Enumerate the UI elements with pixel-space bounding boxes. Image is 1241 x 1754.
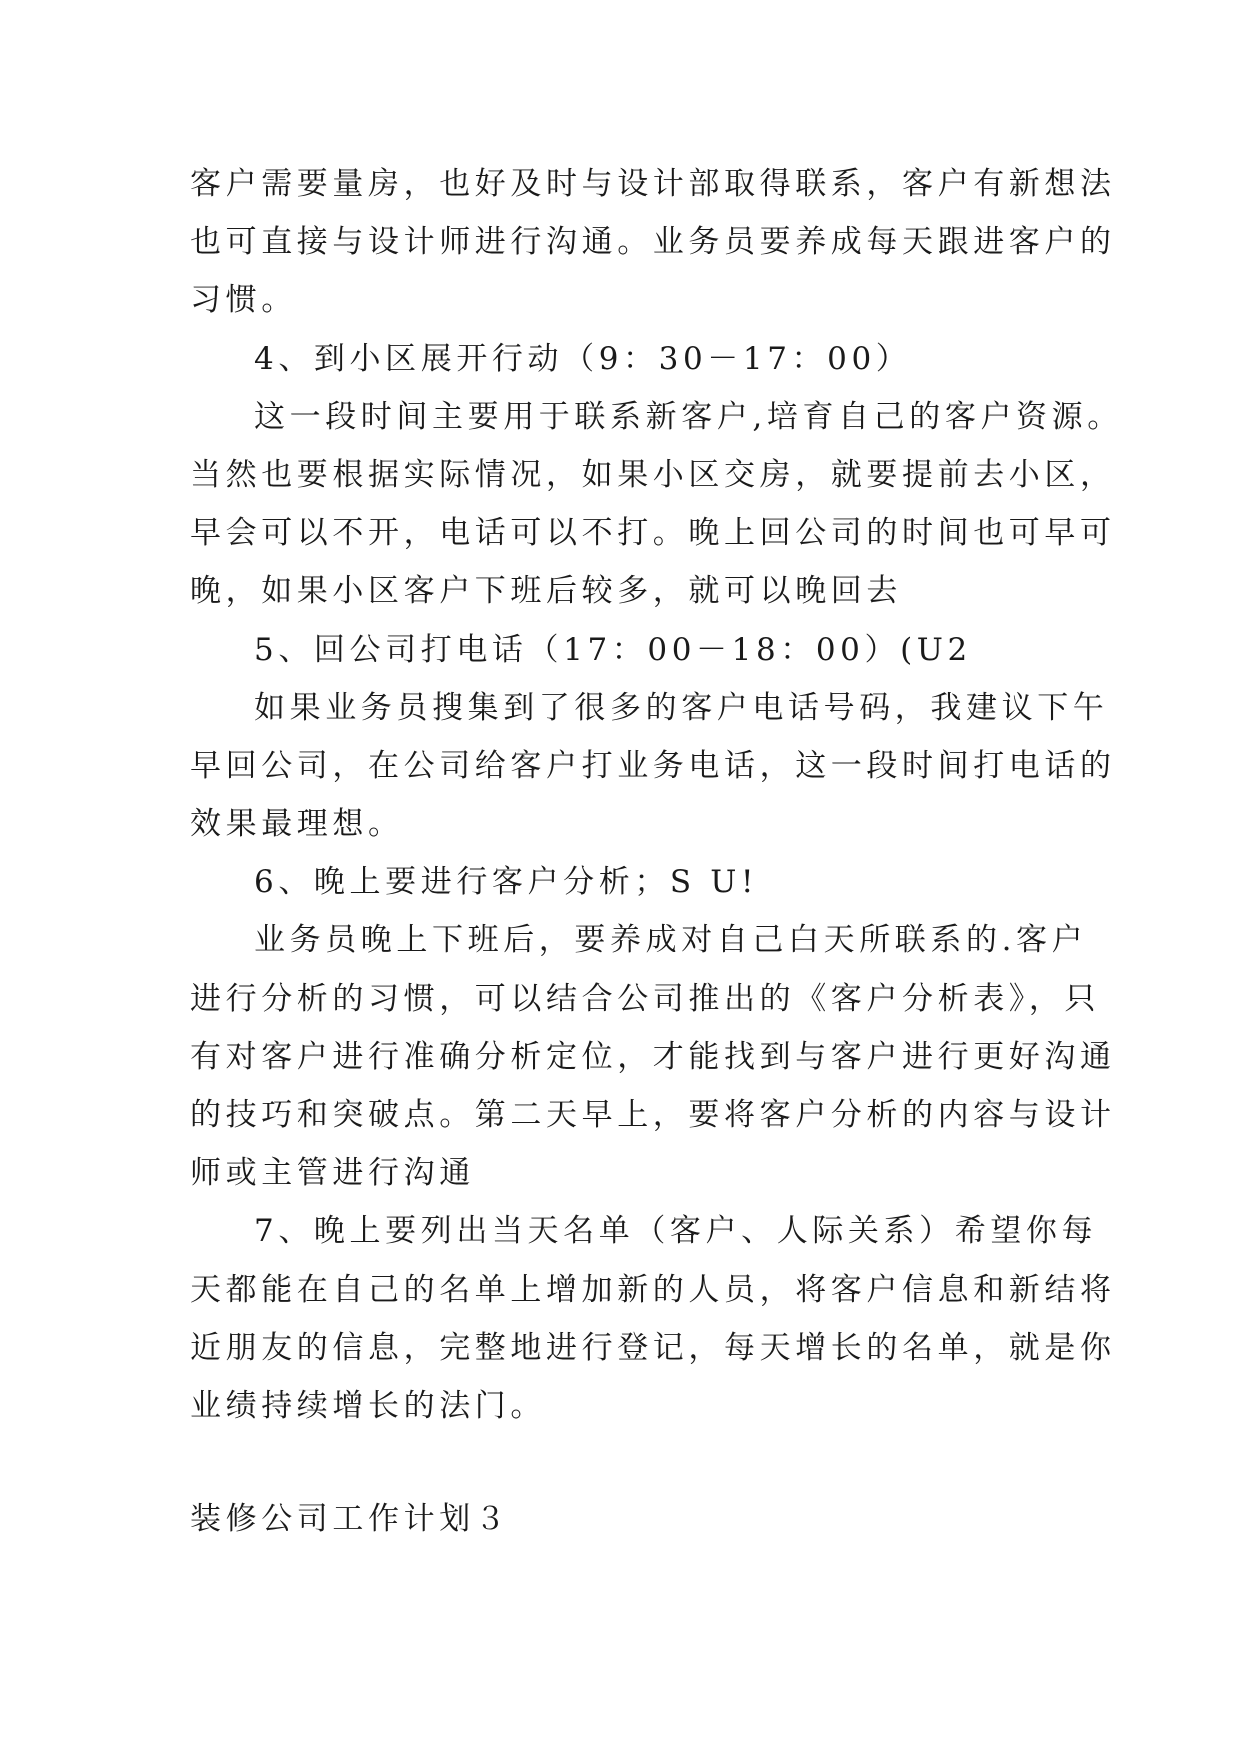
paragraph-start: 如果业务员搜集到了很多的客户电话号码，我建议下午 (254, 689, 1109, 726)
text-line: 有对客户进行准确分析定位，才能找到与客户进行更好沟通 (190, 1038, 1116, 1075)
text-line: 当然也要根据实际情况，如果小区交房，就要提前去小区， (190, 456, 1116, 493)
text-line: 师或主管进行沟通 (190, 1155, 475, 1192)
text-line: 习惯。 (190, 282, 297, 319)
heading-item-7: 7、晚上要列出当天名单（客户、人际关系）希望你每 (254, 1213, 1098, 1250)
text-line: 进行分析的习惯，可以结合公司推出的《客户分析表》，只 (190, 980, 1101, 1017)
heading-item-4: 4、到小区展开行动（9：30－17：00） (254, 340, 912, 377)
heading-item-6: 6、晚上要进行客户分析；S U! (254, 864, 758, 901)
heading-item-5: 5、回公司打电话（17：00－18：00）(U2 (254, 631, 972, 668)
text-line: 早会可以不开，电话可以不打。晚上回公司的时间也可早可 (190, 515, 1116, 552)
text-line: 客户需要量房，也好及时与设计部取得联系，客户有新想法 (190, 166, 1116, 202)
text-line: 晚，如果小区客户下班后较多，就可以晚回去 (190, 573, 902, 610)
document-body (190, 155, 1123, 1435)
text-line: 天都能在自己的名单上增加新的人员，将客户信息和新结将 (190, 1271, 1116, 1308)
text-line: 近朋友的信息，完整地进行登记，每天增长的名单，就是你 (190, 1329, 1116, 1366)
text-line: 效果最理想。 (190, 806, 404, 843)
text-line: 也可直接与设计师进行沟通。业务员要养成每天跟进客户的 (190, 224, 1116, 261)
text-line: 的技巧和突破点。第二天早上，要将客户分析的内容与设计 (190, 1097, 1116, 1133)
text-line: 业绩持续增长的法门。 (190, 1387, 546, 1424)
paragraph-start: 这一段时间主要用于联系新客户,培育自己的客户资源。 (254, 398, 1123, 435)
paragraph-start: 业务员晚上下班后，要养成对自己白天所联系的.客户 (254, 922, 1088, 959)
section-title: 装修公司工作计划３ (190, 1501, 511, 1537)
text-line: 早回公司，在公司给客户打业务电话，这一段时间打电话的 (190, 747, 1116, 784)
